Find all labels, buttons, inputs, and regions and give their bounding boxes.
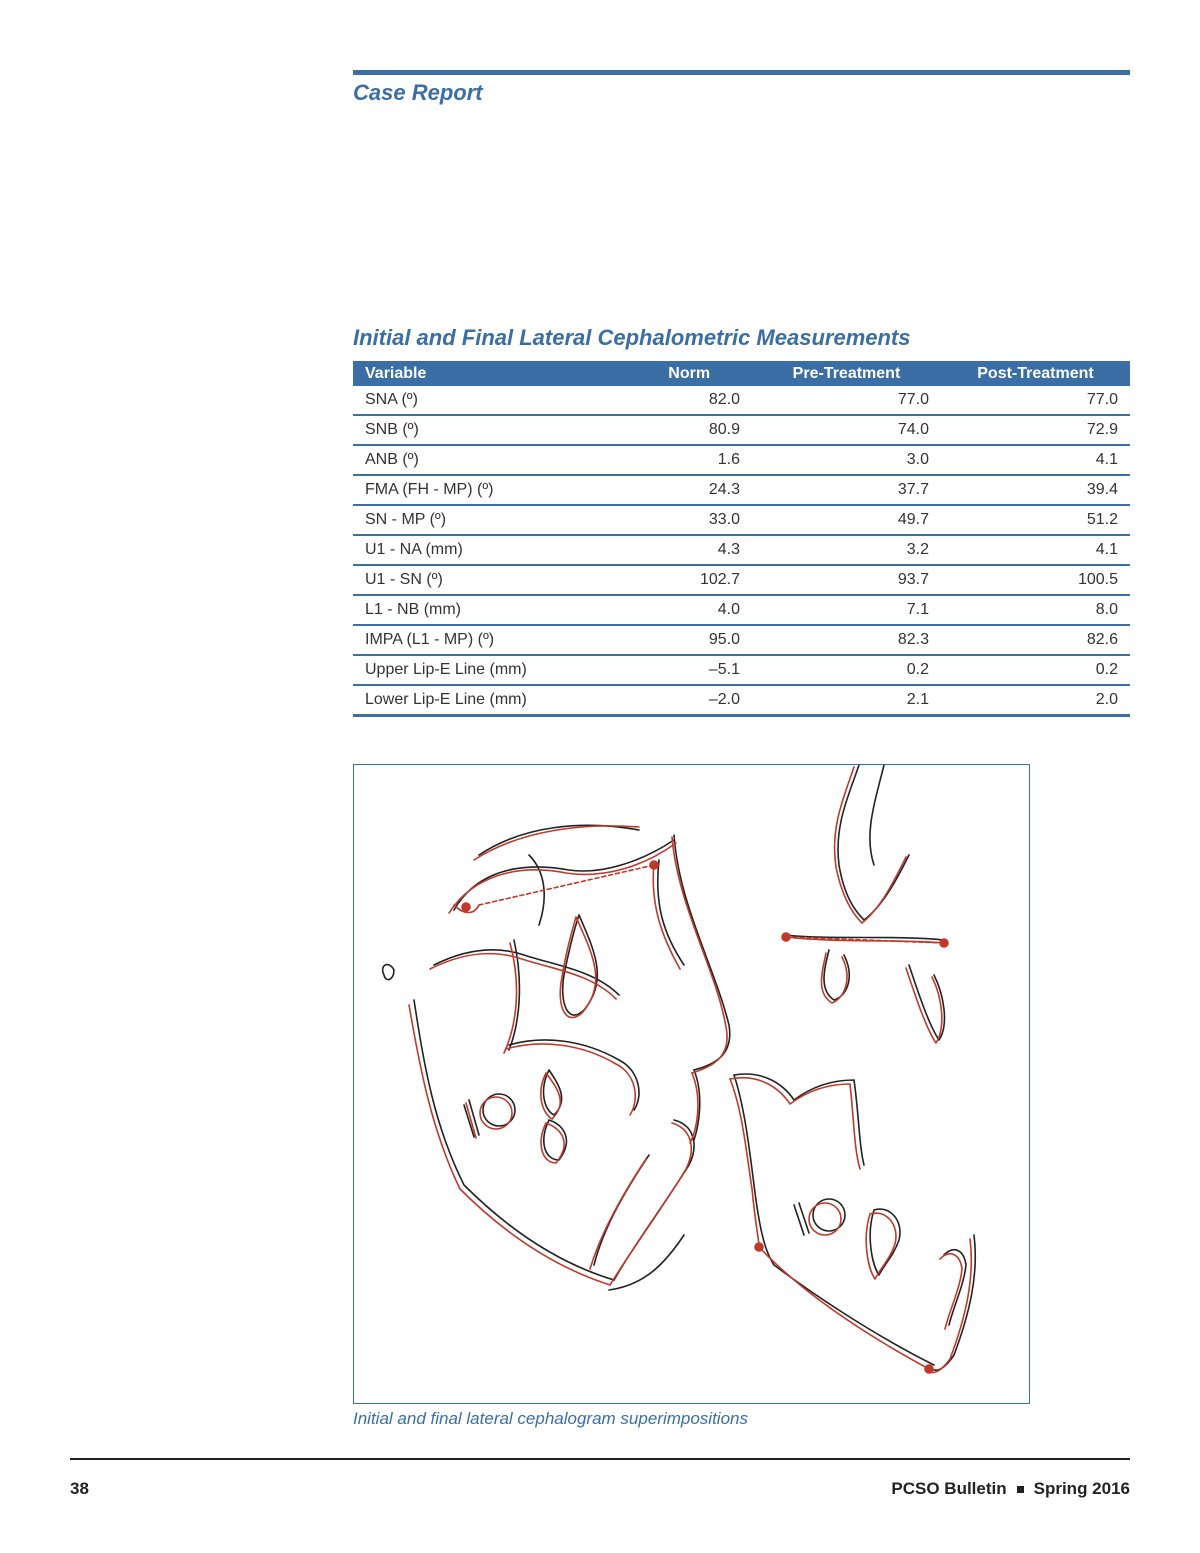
cell-variable: FMA (FH - MP) (º): [353, 475, 626, 505]
cell-post-treatment: 82.6: [941, 625, 1130, 655]
initial-tracing-maxilla: [784, 765, 944, 1040]
cell-norm: 4.3: [626, 535, 752, 565]
cell-norm: –2.0: [626, 685, 752, 716]
cell-norm: 95.0: [626, 625, 752, 655]
cell-norm: 102.7: [626, 565, 752, 595]
cell-variable: SN - MP (º): [353, 505, 626, 535]
publication-issue: Spring 2016: [1033, 1479, 1130, 1498]
cell-post-treatment: 51.2: [941, 505, 1130, 535]
footer-publication: [891, 1479, 1130, 1499]
cell-variable: U1 - NA (mm): [353, 535, 626, 565]
separator-bullet: [1017, 1486, 1024, 1493]
table-row: [353, 475, 1130, 505]
cell-pre-treatment: 0.2: [752, 655, 941, 685]
column-header-post-treatment: Post-Treatment: [941, 361, 1130, 386]
cell-variable: SNB (º): [353, 415, 626, 445]
cell-pre-treatment: 2.1: [752, 685, 941, 716]
table-row: [353, 685, 1130, 716]
table-row: [353, 535, 1130, 565]
cell-norm: 1.6: [626, 445, 752, 475]
initial-tracing-mandible: [734, 1074, 975, 1370]
cell-norm: 82.0: [626, 386, 752, 415]
cell-pre-treatment: 37.7: [752, 475, 941, 505]
cell-pre-treatment: 49.7: [752, 505, 941, 535]
cell-norm: 33.0: [626, 505, 752, 535]
footer-rule: [70, 1458, 1130, 1460]
table-row: [353, 565, 1130, 595]
cell-post-treatment: 4.1: [941, 445, 1130, 475]
cell-norm: 80.9: [626, 415, 752, 445]
table-row: [353, 625, 1130, 655]
table-row: [353, 386, 1130, 415]
cephalogram-tracing: [354, 765, 1030, 1404]
cell-pre-treatment: 3.0: [752, 445, 941, 475]
page-number: 38: [70, 1479, 89, 1498]
cell-post-treatment: 72.9: [941, 415, 1130, 445]
cell-variable: SNA (º): [353, 386, 626, 415]
cell-post-treatment: 4.1: [941, 535, 1130, 565]
cell-variable: Upper Lip-E Line (mm): [353, 655, 626, 685]
cell-post-treatment: 2.0: [941, 685, 1130, 716]
cell-pre-treatment: 7.1: [752, 595, 941, 625]
final-tracing-mandible: [730, 1078, 971, 1373]
figure-caption: Initial and final lateral cephalogram superimpositions: [353, 1409, 748, 1428]
cell-variable: IMPA (L1 - MP) (º): [353, 625, 626, 655]
table-row: [353, 415, 1130, 445]
initial-tracing-left: [414, 825, 730, 1290]
table-row: [353, 595, 1130, 625]
table-header-row: [353, 361, 1130, 386]
section-label: Case Report: [353, 80, 483, 105]
table-row: [353, 445, 1130, 475]
table-row: [353, 655, 1130, 685]
cell-variable: Lower Lip-E Line (mm): [353, 685, 626, 716]
cell-norm: 4.0: [626, 595, 752, 625]
measurements-table: [353, 361, 1130, 717]
cell-pre-treatment: 77.0: [752, 386, 941, 415]
final-tracing-maxilla: [782, 767, 948, 1043]
cell-post-treatment: 0.2: [941, 655, 1130, 685]
cell-post-treatment: 39.4: [941, 475, 1130, 505]
cell-variable: ANB (º): [353, 445, 626, 475]
final-tracing-left: [409, 826, 727, 1285]
cephalogram-figure: [353, 764, 1030, 1404]
cell-pre-treatment: 93.7: [752, 565, 941, 595]
cell-variable: U1 - SN (º): [353, 565, 626, 595]
column-header-norm: Norm: [626, 361, 752, 386]
cell-pre-treatment: 74.0: [752, 415, 941, 445]
column-header-variable: Variable: [353, 361, 626, 386]
cell-pre-treatment: 82.3: [752, 625, 941, 655]
top-rule: [353, 70, 1130, 75]
table-row: [353, 505, 1130, 535]
cell-post-treatment: 100.5: [941, 565, 1130, 595]
cell-post-treatment: 8.0: [941, 595, 1130, 625]
cell-norm: –5.1: [626, 655, 752, 685]
cell-pre-treatment: 3.2: [752, 535, 941, 565]
cell-variable: L1 - NB (mm): [353, 595, 626, 625]
cell-post-treatment: 77.0: [941, 386, 1130, 415]
cell-norm: 24.3: [626, 475, 752, 505]
table-title: Initial and Final Lateral Cephalometric Measurements: [353, 325, 911, 350]
column-header-pre-treatment: Pre-Treatment: [752, 361, 941, 386]
publication-name: PCSO Bulletin: [891, 1479, 1007, 1498]
